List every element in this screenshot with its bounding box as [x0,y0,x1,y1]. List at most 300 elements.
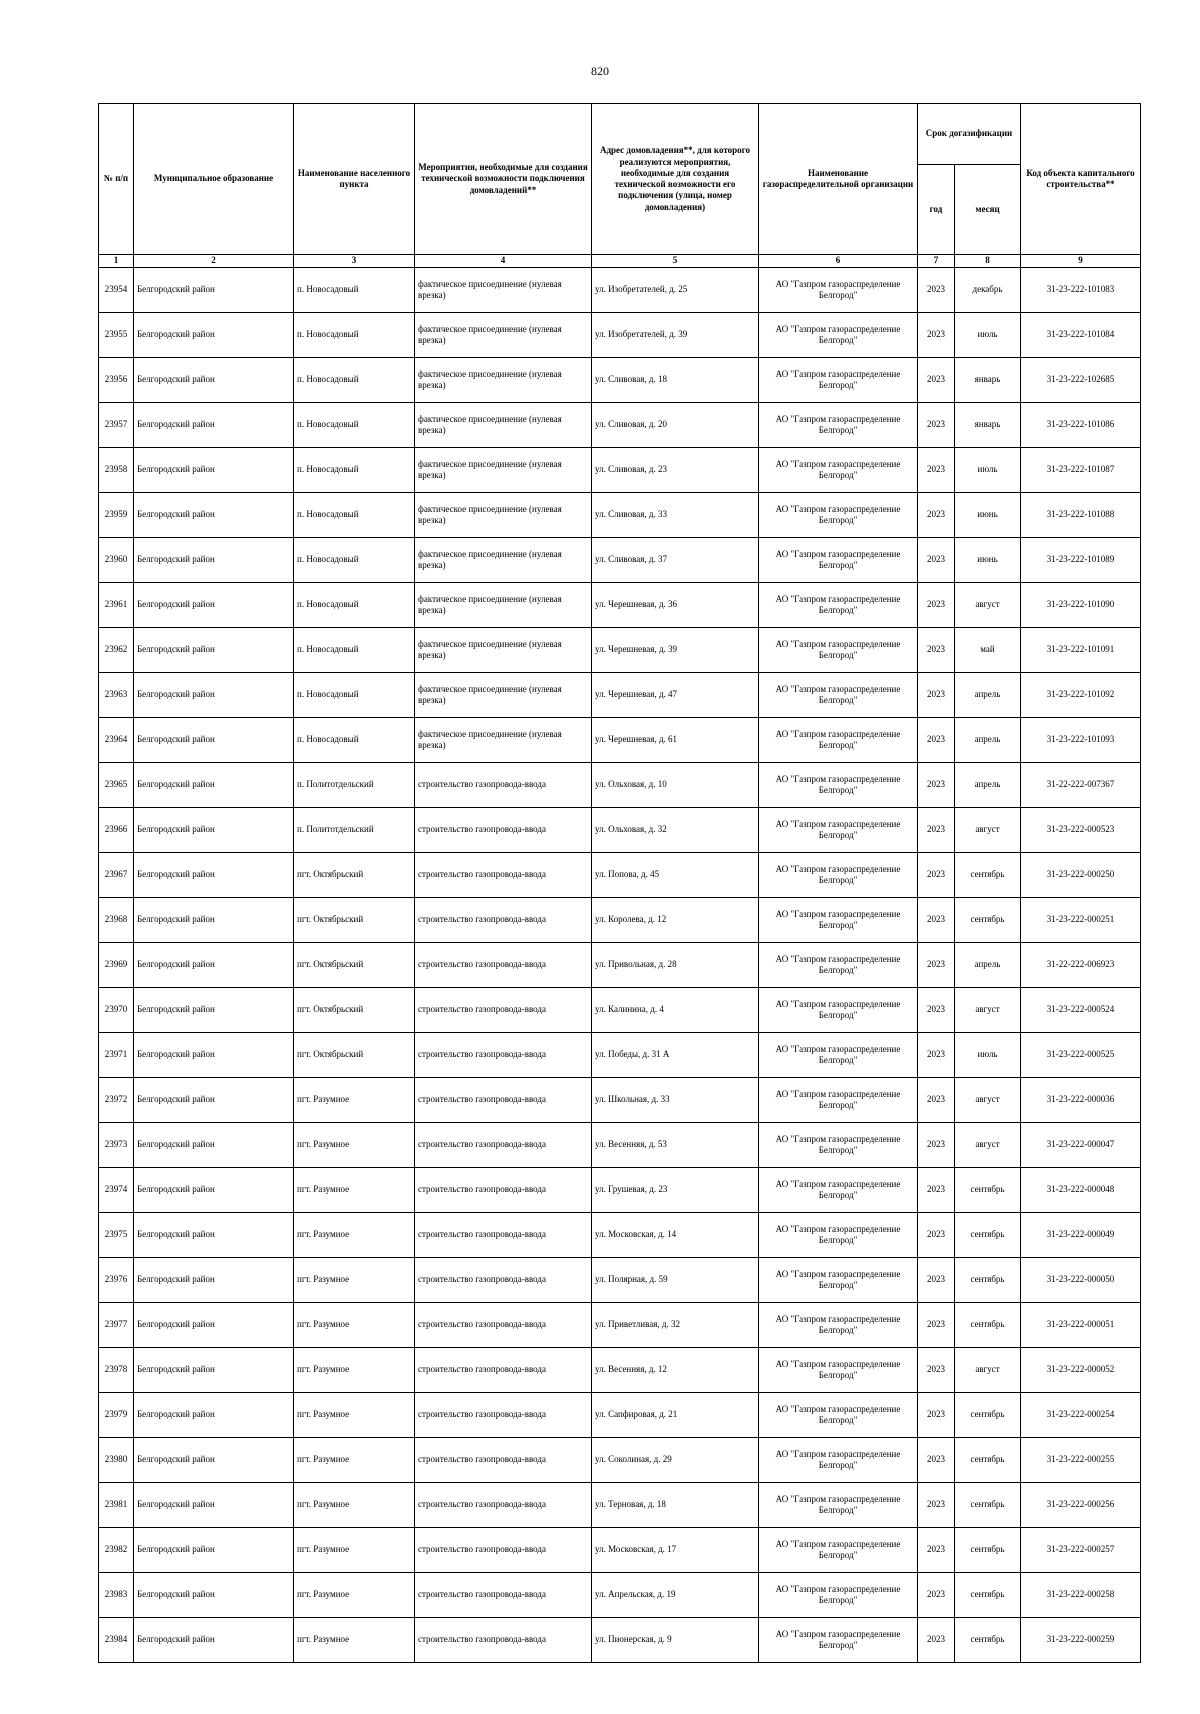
row-number: 23957 [99,403,134,448]
month-cell: апрель [955,718,1021,763]
settlement-cell: пгт. Разумное [294,1168,415,1213]
settlement-cell: пгт. Октябрьский [294,988,415,1033]
month-cell: август [955,1348,1021,1393]
address-cell: ул. Полярная, д. 59 [592,1258,759,1303]
page-number: 820 [591,64,609,78]
municipality-cell: Белгородский район [134,1078,294,1123]
organization-cell: АО "Газпром газораспределение Белгород" [759,673,918,718]
table-row [99,1348,1141,1393]
table-row [99,268,1141,313]
object-code-cell: 31-22-222-007367 [1021,763,1141,808]
settlement-cell: пгт. Октябрьский [294,1033,415,1078]
organization-cell: АО "Газпром газораспределение Белгород" [759,1078,918,1123]
activity-cell: строительство газопровода-ввода [415,1033,592,1078]
activity-cell: строительство газопровода-ввода [415,1213,592,1258]
address-cell: ул. Московская, д. 17 [592,1528,759,1573]
settlement-cell: пгт. Разумное [294,1573,415,1618]
settlement-cell: п. Политотдельский [294,808,415,853]
organization-cell: АО "Газпром газораспределение Белгород" [759,1213,918,1258]
month-cell: январь [955,358,1021,403]
row-number: 23956 [99,358,134,403]
organization-cell: АО "Газпром газораспределение Белгород" [759,1528,918,1573]
year-cell: 2023 [918,628,955,673]
table-row [99,1213,1141,1258]
activity-cell: фактическое присоединение (нулевая врезка) [415,673,592,718]
municipality-cell: Белгородский район [134,1348,294,1393]
year-cell: 2023 [918,1078,955,1123]
table-body [99,268,1141,1663]
year-cell: 2023 [918,853,955,898]
year-cell: 2023 [918,313,955,358]
row-number: 23984 [99,1618,134,1663]
address-cell: ул. Сливовая, д. 23 [592,448,759,493]
month-cell: июль [955,448,1021,493]
settlement-cell: пгт. Октябрьский [294,853,415,898]
row-number: 23963 [99,673,134,718]
object-code-cell: 31-23-222-101086 [1021,403,1141,448]
activity-cell: строительство газопровода-ввода [415,808,592,853]
settlement-cell: пгт. Разумное [294,1438,415,1483]
month-cell: сентябрь [955,1168,1021,1213]
object-code-cell: 31-23-222-101091 [1021,628,1141,673]
activity-cell: строительство газопровода-ввода [415,1573,592,1618]
column-number: 9 [1021,255,1141,268]
month-cell: июль [955,313,1021,358]
organization-cell: АО "Газпром газораспределение Белгород" [759,358,918,403]
organization-cell: АО "Газпром газораспределение Белгород" [759,493,918,538]
organization-cell: АО "Газпром газораспределение Белгород" [759,988,918,1033]
table-row [99,1168,1141,1213]
activity-cell: строительство газопровода-ввода [415,853,592,898]
address-cell: ул. Апрельская, д. 19 [592,1573,759,1618]
municipality-cell: Белгородский район [134,763,294,808]
row-number: 23983 [99,1573,134,1618]
table-row [99,763,1141,808]
address-cell: ул. Сапфировая, д. 21 [592,1393,759,1438]
object-code-cell: 31-23-222-000050 [1021,1258,1141,1303]
column-number: 4 [415,255,592,268]
object-code-cell: 31-23-222-101084 [1021,313,1141,358]
activity-cell: строительство газопровода-ввода [415,898,592,943]
header-num: № п/п [99,104,134,255]
organization-cell: АО "Газпром газораспределение Белгород" [759,268,918,313]
year-cell: 2023 [918,403,955,448]
header-address: Адрес домовладения**, для которого реализуются мероприятия, необходимые для создания технической возможности его подключения (улица, номер домовладения) [592,104,759,255]
activity-cell: фактическое присоединение (нулевая врезка) [415,268,592,313]
settlement-cell: пгт. Разумное [294,1258,415,1303]
row-number: 23978 [99,1348,134,1393]
month-cell: июнь [955,493,1021,538]
table-row [99,1123,1141,1168]
address-cell: ул. Сливовая, д. 33 [592,493,759,538]
municipality-cell: Белгородский район [134,1528,294,1573]
object-code-cell: 31-23-222-000525 [1021,1033,1141,1078]
table-row [99,628,1141,673]
year-cell: 2023 [918,1168,955,1213]
settlement-cell: пгт. Разумное [294,1528,415,1573]
settlement-cell: пгт. Разумное [294,1213,415,1258]
month-cell: сентябрь [955,1303,1021,1348]
row-number: 23980 [99,1438,134,1483]
object-code-cell: 31-23-222-000257 [1021,1528,1141,1573]
object-code-cell: 31-23-222-101093 [1021,718,1141,763]
header-org: Наименование газораспределительной организации [759,104,918,255]
settlement-cell: пгт. Разумное [294,1483,415,1528]
municipality-cell: Белгородский район [134,628,294,673]
municipality-cell: Белгородский район [134,1573,294,1618]
municipality-cell: Белгородский район [134,1393,294,1438]
settlement-cell: п. Новосадовый [294,583,415,628]
organization-cell: АО "Газпром газораспределение Белгород" [759,1303,918,1348]
year-cell: 2023 [918,1528,955,1573]
table-row [99,538,1141,583]
activity-cell: строительство газопровода-ввода [415,1483,592,1528]
month-cell: сентябрь [955,853,1021,898]
municipality-cell: Белгородский район [134,268,294,313]
row-number: 23964 [99,718,134,763]
year-cell: 2023 [918,1258,955,1303]
object-code-cell: 31-23-222-101088 [1021,493,1141,538]
settlement-cell: п. Новосадовый [294,718,415,763]
year-cell: 2023 [918,988,955,1033]
year-cell: 2023 [918,448,955,493]
table-row [99,1258,1141,1303]
activity-cell: строительство газопровода-ввода [415,763,592,808]
column-number: 7 [918,255,955,268]
activity-cell: фактическое присоединение (нулевая врезка) [415,403,592,448]
address-cell: ул. Попова, д. 45 [592,853,759,898]
object-code-cell: 31-23-222-000036 [1021,1078,1141,1123]
settlement-cell: п. Новосадовый [294,538,415,583]
organization-cell: АО "Газпром газораспределение Белгород" [759,1168,918,1213]
municipality-cell: Белгородский район [134,988,294,1033]
header-code: Код объекта капитального строительства** [1021,104,1141,255]
row-number: 23961 [99,583,134,628]
year-cell: 2023 [918,718,955,763]
month-cell: август [955,988,1021,1033]
address-cell: ул. Черешневая, д. 61 [592,718,759,763]
organization-cell: АО "Газпром газораспределение Белгород" [759,538,918,583]
address-cell: ул. Изобретателей, д. 25 [592,268,759,313]
object-code-cell: 31-23-222-000524 [1021,988,1141,1033]
activity-cell: строительство газопровода-ввода [415,943,592,988]
year-cell: 2023 [918,1303,955,1348]
settlement-cell: п. Новосадовый [294,403,415,448]
year-cell: 2023 [918,493,955,538]
year-cell: 2023 [918,358,955,403]
municipality-cell: Белгородский район [134,1258,294,1303]
municipality-cell: Белгородский район [134,313,294,358]
table-row [99,448,1141,493]
activity-cell: фактическое присоединение (нулевая врезка) [415,448,592,493]
address-cell: ул. Победы, д. 31 А [592,1033,759,1078]
table-row [99,1573,1141,1618]
settlement-cell: пгт. Октябрьский [294,943,415,988]
activity-cell: фактическое присоединение (нулевая врезка) [415,538,592,583]
table-row [99,853,1141,898]
organization-cell: АО "Газпром газораспределение Белгород" [759,583,918,628]
month-cell: сентябрь [955,1393,1021,1438]
object-code-cell: 31-23-222-101092 [1021,673,1141,718]
municipality-cell: Белгородский район [134,448,294,493]
address-cell: ул. Черешневая, д. 47 [592,673,759,718]
year-cell: 2023 [918,673,955,718]
year-cell: 2023 [918,1348,955,1393]
row-number: 23970 [99,988,134,1033]
row-number: 23975 [99,1213,134,1258]
activity-cell: строительство газопровода-ввода [415,1348,592,1393]
month-cell: май [955,628,1021,673]
address-cell: ул. Московская, д. 14 [592,1213,759,1258]
settlement-cell: п. Новосадовый [294,493,415,538]
address-cell: ул. Сливовая, д. 20 [592,403,759,448]
municipality-cell: Белгородский район [134,943,294,988]
activity-cell: фактическое присоединение (нулевая врезка) [415,718,592,763]
table-row [99,493,1141,538]
municipality-cell: Белгородский район [134,853,294,898]
organization-cell: АО "Газпром газораспределение Белгород" [759,1348,918,1393]
year-cell: 2023 [918,763,955,808]
organization-cell: АО "Газпром газораспределение Белгород" [759,313,918,358]
object-code-cell: 31-23-222-000254 [1021,1393,1141,1438]
address-cell: ул. Весенняя, д. 53 [592,1123,759,1168]
row-number: 23962 [99,628,134,673]
row-number: 23954 [99,268,134,313]
month-cell: апрель [955,943,1021,988]
settlement-cell: п. Новосадовый [294,268,415,313]
month-cell: сентябрь [955,1573,1021,1618]
month-cell: август [955,808,1021,853]
municipality-cell: Белгородский район [134,1618,294,1663]
object-code-cell: 31-23-222-000250 [1021,853,1141,898]
settlement-cell: пгт. Октябрьский [294,898,415,943]
header-year: год [918,165,955,255]
table-row [99,1393,1141,1438]
address-cell: ул. Весенняя, д. 12 [592,1348,759,1393]
activity-cell: фактическое присоединение (нулевая врезка) [415,628,592,673]
organization-cell: АО "Газпром газораспределение Белгород" [759,1573,918,1618]
month-cell: сентябрь [955,1438,1021,1483]
month-cell: июнь [955,538,1021,583]
month-cell: сентябрь [955,898,1021,943]
column-number: 5 [592,255,759,268]
settlement-cell: пгт. Разумное [294,1078,415,1123]
municipality-cell: Белгородский район [134,673,294,718]
address-cell: ул. Королева, д. 12 [592,898,759,943]
table-header [99,104,1141,268]
settlement-cell: пгт. Разумное [294,1123,415,1168]
address-cell: ул. Привольная, д. 28 [592,943,759,988]
column-number: 3 [294,255,415,268]
municipality-cell: Белгородский район [134,583,294,628]
address-cell: ул. Ольховая, д. 32 [592,808,759,853]
activity-cell: строительство газопровода-ввода [415,1168,592,1213]
settlement-cell: п. Новосадовый [294,358,415,403]
activity-cell: строительство газопровода-ввода [415,1078,592,1123]
month-cell: апрель [955,673,1021,718]
month-cell: апрель [955,763,1021,808]
year-cell: 2023 [918,1393,955,1438]
row-number: 23955 [99,313,134,358]
organization-cell: АО "Газпром газораспределение Белгород" [759,808,918,853]
municipality-cell: Белгородский район [134,718,294,763]
table-row [99,898,1141,943]
organization-cell: АО "Газпром газораспределение Белгород" [759,1393,918,1438]
row-number: 23972 [99,1078,134,1123]
object-code-cell: 31-23-222-102685 [1021,358,1141,403]
organization-cell: АО "Газпром газораспределение Белгород" [759,943,918,988]
table-row [99,1618,1141,1663]
header-municipality: Муниципальное образование [134,104,294,255]
organization-cell: АО "Газпром газораспределение Белгород" [759,763,918,808]
column-number: 6 [759,255,918,268]
organization-cell: АО "Газпром газораспределение Белгород" [759,1123,918,1168]
address-cell: ул. Терновая, д. 18 [592,1483,759,1528]
column-number: 2 [134,255,294,268]
object-code-cell: 31-23-222-000259 [1021,1618,1141,1663]
row-number: 23973 [99,1123,134,1168]
address-cell: ул. Приветливая, д. 32 [592,1303,759,1348]
object-code-cell: 31-23-222-000258 [1021,1573,1141,1618]
table-row [99,358,1141,403]
object-code-cell: 31-23-222-101089 [1021,538,1141,583]
header-settlement: Наименование населенного пункта [294,104,415,255]
gasification-table [98,103,1141,1663]
settlement-cell: п. Новосадовый [294,313,415,358]
row-number: 23971 [99,1033,134,1078]
table-row [99,403,1141,448]
month-cell: август [955,583,1021,628]
municipality-cell: Белгородский район [134,1438,294,1483]
row-number: 23958 [99,448,134,493]
table-row [99,1078,1141,1123]
year-cell: 2023 [918,943,955,988]
row-number: 23969 [99,943,134,988]
address-cell: ул. Черешневая, д. 36 [592,583,759,628]
row-number: 23974 [99,1168,134,1213]
municipality-cell: Белгородский район [134,358,294,403]
year-cell: 2023 [918,1033,955,1078]
activity-cell: строительство газопровода-ввода [415,1258,592,1303]
object-code-cell: 31-23-222-000051 [1021,1303,1141,1348]
row-number: 23959 [99,493,134,538]
address-cell: ул. Сливовая, д. 18 [592,358,759,403]
address-cell: ул. Грушевая, д. 23 [592,1168,759,1213]
settlement-cell: п. Новосадовый [294,448,415,493]
table-row [99,313,1141,358]
table-row [99,808,1141,853]
municipality-cell: Белгородский район [134,1033,294,1078]
municipality-cell: Белгородский район [134,538,294,583]
organization-cell: АО "Газпром газораспределение Белгород" [759,1618,918,1663]
organization-cell: АО "Газпром газораспределение Белгород" [759,1483,918,1528]
year-cell: 2023 [918,1573,955,1618]
row-number: 23966 [99,808,134,853]
year-cell: 2023 [918,583,955,628]
table-row [99,1033,1141,1078]
year-cell: 2023 [918,1213,955,1258]
column-number: 8 [955,255,1021,268]
object-code-cell: 31-23-222-000523 [1021,808,1141,853]
settlement-cell: пгт. Разумное [294,1303,415,1348]
activity-cell: строительство газопровода-ввода [415,988,592,1033]
municipality-cell: Белгородский район [134,1303,294,1348]
year-cell: 2023 [918,808,955,853]
settlement-cell: пгт. Разумное [294,1348,415,1393]
year-cell: 2023 [918,1123,955,1168]
month-cell: август [955,1123,1021,1168]
row-number: 23968 [99,898,134,943]
object-code-cell: 31-23-222-000047 [1021,1123,1141,1168]
municipality-cell: Белгородский район [134,898,294,943]
address-cell: ул. Ольховая, д. 10 [592,763,759,808]
address-cell: ул. Калинина, д. 4 [592,988,759,1033]
object-code-cell: 31-23-222-000256 [1021,1483,1141,1528]
settlement-cell: пгт. Разумное [294,1618,415,1663]
month-cell: сентябрь [955,1213,1021,1258]
table-row [99,718,1141,763]
month-cell: июль [955,1033,1021,1078]
municipality-cell: Белгородский район [134,1123,294,1168]
organization-cell: АО "Газпром газораспределение Белгород" [759,718,918,763]
year-cell: 2023 [918,268,955,313]
row-number: 23967 [99,853,134,898]
table-row [99,1528,1141,1573]
activity-cell: фактическое присоединение (нулевая врезка) [415,493,592,538]
table-row [99,943,1141,988]
row-number: 23965 [99,763,134,808]
row-number: 23960 [99,538,134,583]
table-row [99,673,1141,718]
table-row [99,1438,1141,1483]
activity-cell: строительство газопровода-ввода [415,1618,592,1663]
month-cell: сентябрь [955,1618,1021,1663]
address-cell: ул. Черешневая, д. 39 [592,628,759,673]
month-cell: декабрь [955,268,1021,313]
year-cell: 2023 [918,1483,955,1528]
year-cell: 2023 [918,538,955,583]
municipality-cell: Белгородский район [134,808,294,853]
year-cell: 2023 [918,1438,955,1483]
object-code-cell: 31-23-222-101087 [1021,448,1141,493]
municipality-cell: Белгородский район [134,493,294,538]
header-month: месяц [955,165,1021,255]
month-cell: сентябрь [955,1483,1021,1528]
month-cell: сентябрь [955,1258,1021,1303]
object-code-cell: 31-23-222-000052 [1021,1348,1141,1393]
activity-cell: строительство газопровода-ввода [415,1528,592,1573]
object-code-cell: 31-23-222-101090 [1021,583,1141,628]
address-cell: ул. Пионерская, д. 9 [592,1618,759,1663]
object-code-cell: 31-23-222-000251 [1021,898,1141,943]
activity-cell: строительство газопровода-ввода [415,1123,592,1168]
organization-cell: АО "Газпром газораспределение Белгород" [759,1438,918,1483]
organization-cell: АО "Газпром газораспределение Белгород" [759,628,918,673]
municipality-cell: Белгородский район [134,1213,294,1258]
month-cell: январь [955,403,1021,448]
year-cell: 2023 [918,898,955,943]
column-number: 1 [99,255,134,268]
activity-cell: фактическое присоединение (нулевая врезка) [415,313,592,358]
organization-cell: АО "Газпром газораспределение Белгород" [759,1258,918,1303]
table-row [99,988,1141,1033]
row-number: 23977 [99,1303,134,1348]
object-code-cell: 31-22-222-006923 [1021,943,1141,988]
settlement-cell: п. Политотдельский [294,763,415,808]
organization-cell: АО "Газпром газораспределение Белгород" [759,1033,918,1078]
activity-cell: фактическое присоединение (нулевая врезка) [415,583,592,628]
address-cell: ул. Изобретателей, д. 39 [592,313,759,358]
